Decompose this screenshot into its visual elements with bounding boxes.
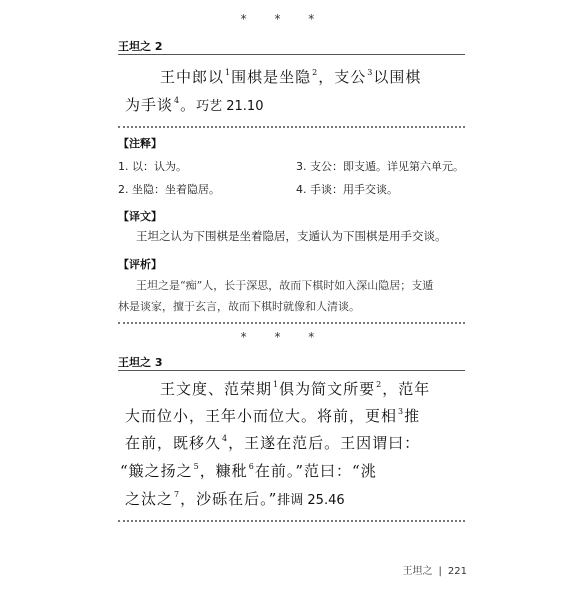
passage-text: 俱为简文所要 [279, 380, 376, 398]
passage-1-line [160, 66, 421, 87]
footer-separator: | [438, 566, 442, 577]
note-marker: 3 [367, 68, 373, 77]
passage-text: 王文度、范荣期 [160, 380, 273, 398]
note-marker: 1 [273, 380, 279, 389]
passage-text: 。 [180, 96, 197, 114]
note-marker: 1 [225, 68, 231, 77]
note-marker: 4 [174, 96, 180, 105]
section-rule-1 [118, 54, 465, 55]
passage-text: 在前，既移久 [125, 434, 222, 452]
passage-text: ，沙砾在后。” [180, 490, 278, 508]
dotted-rule-2 [118, 322, 465, 324]
section-rule-2 [118, 370, 465, 371]
passage-text: ，糠秕 [199, 462, 248, 480]
passage-text: “簸之扬之 [120, 462, 193, 480]
note-item: 4. 手谈：用手交谈。 [296, 183, 398, 196]
passage-text: 王中郎以 [160, 68, 225, 86]
passage-text: 推 [404, 407, 421, 425]
notes-label: 【注释】 [118, 137, 162, 150]
passage-text: ，范年 [382, 380, 431, 398]
passage-2-line [125, 432, 420, 453]
passage-text: 在前。”范曰：“洮 [254, 462, 377, 480]
passage-text: 为手谈 [125, 96, 174, 114]
note-marker: 2 [312, 68, 318, 77]
mid-divider-stars: * * * [240, 330, 327, 344]
note-marker: 5 [193, 462, 199, 471]
translation-text: 王坦之认为下围棋是坐着隐居，支遁认为下围棋是用手交谈。 [136, 229, 447, 243]
passage-text: 围棋是坐隐 [231, 68, 312, 86]
note-marker: 7 [174, 490, 180, 499]
note-item: 2. 坐隐：坐着隐居。 [118, 183, 220, 196]
passage-2-line [120, 460, 377, 481]
note-marker: 3 [398, 407, 404, 416]
note-item: 1. 以：认为。 [118, 160, 187, 173]
commentary-line: 王坦之是“痴”人，长于深思，故而下棋时如入深山隐居；支遁 [136, 279, 434, 292]
passage-1-line [125, 94, 263, 115]
passage-2-line [160, 378, 430, 399]
note-marker: 6 [248, 462, 254, 471]
translation-label: 【译文】 [118, 210, 162, 223]
passage-text: ，支公 [318, 68, 367, 86]
page-number: 221 [447, 566, 467, 577]
commentary-line: 林是谈家，擅于玄言，故而下棋时就像和人清谈。 [118, 300, 360, 313]
passage-2-line [125, 405, 420, 426]
passage-text: 以围棋 [373, 68, 422, 86]
dotted-rule-3 [118, 520, 465, 522]
note-marker: 2 [376, 380, 382, 389]
passage-text: ，王遂在范后。王因谓曰： [228, 434, 421, 452]
footer-chapter: 王坦之 [402, 566, 433, 577]
passage-text: 大而位小，王年小而位大。将前，更相 [125, 407, 398, 425]
note-item: 3. 支公：即支遁。详见第六单元。 [296, 160, 464, 173]
page-footer [403, 562, 467, 577]
dotted-rule-1 [118, 126, 465, 128]
source-reference: 巧艺 21.10 [196, 99, 264, 114]
passage-2-line [125, 488, 345, 509]
section-heading-2: 王坦之 3 [118, 356, 163, 369]
passage-text: 之汰之 [125, 490, 174, 508]
source-reference: 排调 25.46 [277, 493, 345, 508]
note-marker: 4 [222, 434, 228, 443]
commentary-label: 【评析】 [118, 258, 162, 271]
section-heading-1: 王坦之 2 [118, 40, 163, 53]
top-divider-stars: * * * [240, 12, 327, 26]
